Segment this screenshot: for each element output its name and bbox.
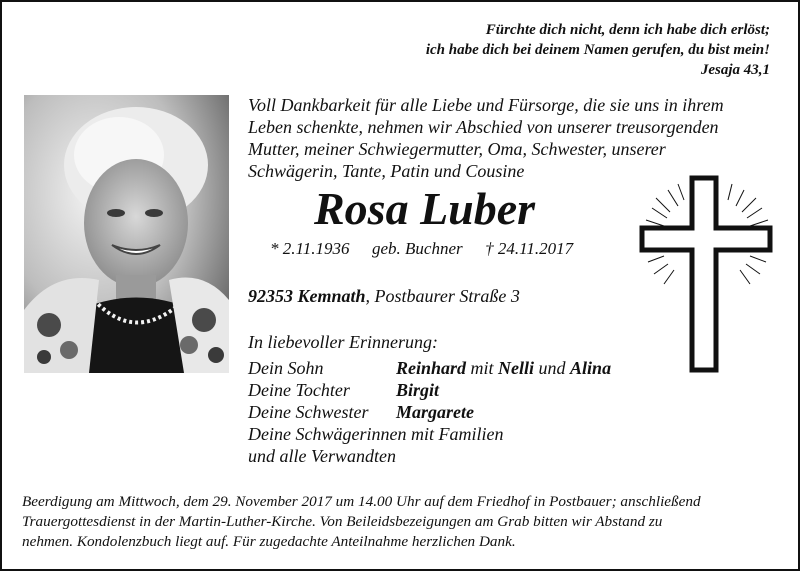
mourners-list xyxy=(248,357,611,467)
intro-line-4: Schwägerin, Tante, Patin und Cousine xyxy=(248,161,525,181)
cross-icon xyxy=(632,170,782,375)
maiden-name: geb. Buchner xyxy=(372,239,463,258)
funeral-line-2: Trauergottesdienst in der Martin-Luther-Kirche. Von Beileidsbezeigungen am Grab bitten wir Abstand zu xyxy=(22,513,663,530)
mourner-extra-line: und alle Verwandten xyxy=(248,446,396,466)
intro-line-1: Voll Dankbarkeit für alle Liebe und Fürsorge, die sie uns in ihrem xyxy=(248,95,724,115)
address-street: , Postbaurer Straße 3 xyxy=(365,286,520,306)
mourner-name: Reinhard xyxy=(396,358,467,378)
mourner-relation: Dein Sohn xyxy=(248,358,324,378)
funeral-line-1: Beerdigung am Mittwoch, dem 29. November 2017 um 14.00 Uhr auf dem Friedhof in Postbauer; anschließend xyxy=(22,493,701,510)
memory-title: In liebevoller Erinnerung: xyxy=(248,332,438,352)
funeral-info xyxy=(22,492,792,552)
mourner-relation: Deine Schwester xyxy=(248,402,369,422)
mourner-relation: Deine Tochter xyxy=(248,380,350,400)
mourner-connector: mit xyxy=(466,358,499,378)
intro-line-3: Mutter, meiner Schwiegermutter, Oma, Schwester, unserer xyxy=(248,139,666,159)
death-date: † 24.11.2017 xyxy=(485,239,574,258)
mourner-name: Margarete xyxy=(396,402,474,422)
address xyxy=(248,285,520,307)
deceased-name: Rosa Luber xyxy=(314,183,536,234)
intro-text xyxy=(248,94,724,182)
portrait-photo-graphic xyxy=(24,95,229,373)
mourner-row-sister xyxy=(248,401,611,423)
mourner-row-daughter xyxy=(248,379,611,401)
verse-line-2: ich habe dich bei deinem Namen gerufen, du bist mein! xyxy=(425,42,770,58)
mourner-row-son xyxy=(248,357,611,379)
bible-verse xyxy=(426,20,770,80)
birth-date: * 2.11.1936 xyxy=(270,239,350,258)
mourner-extra-line: Deine Schwägerinnen mit Familien xyxy=(248,424,504,444)
life-dates xyxy=(270,238,573,260)
verse-reference: Jesaja 43,1 xyxy=(700,62,770,78)
address-city: 92353 Kemnath xyxy=(248,286,366,306)
mourner-connector: und xyxy=(534,358,571,378)
mourner-name: Alina xyxy=(570,358,612,378)
funeral-line-3: nehmen. Kondolenzbuch liegt auf. Für zugedachte Anteilnahme herzlichen Dank. xyxy=(22,533,516,550)
portrait-photo xyxy=(24,95,229,373)
verse-line-1: Fürchte dich nicht, denn ich habe dich erlöst; xyxy=(485,22,770,38)
mourner-name: Nelli xyxy=(498,358,535,378)
intro-line-2: Leben schenkte, nehmen wir Abschied von unserer treusorgenden xyxy=(248,117,719,137)
mourner-name: Birgit xyxy=(396,380,440,400)
